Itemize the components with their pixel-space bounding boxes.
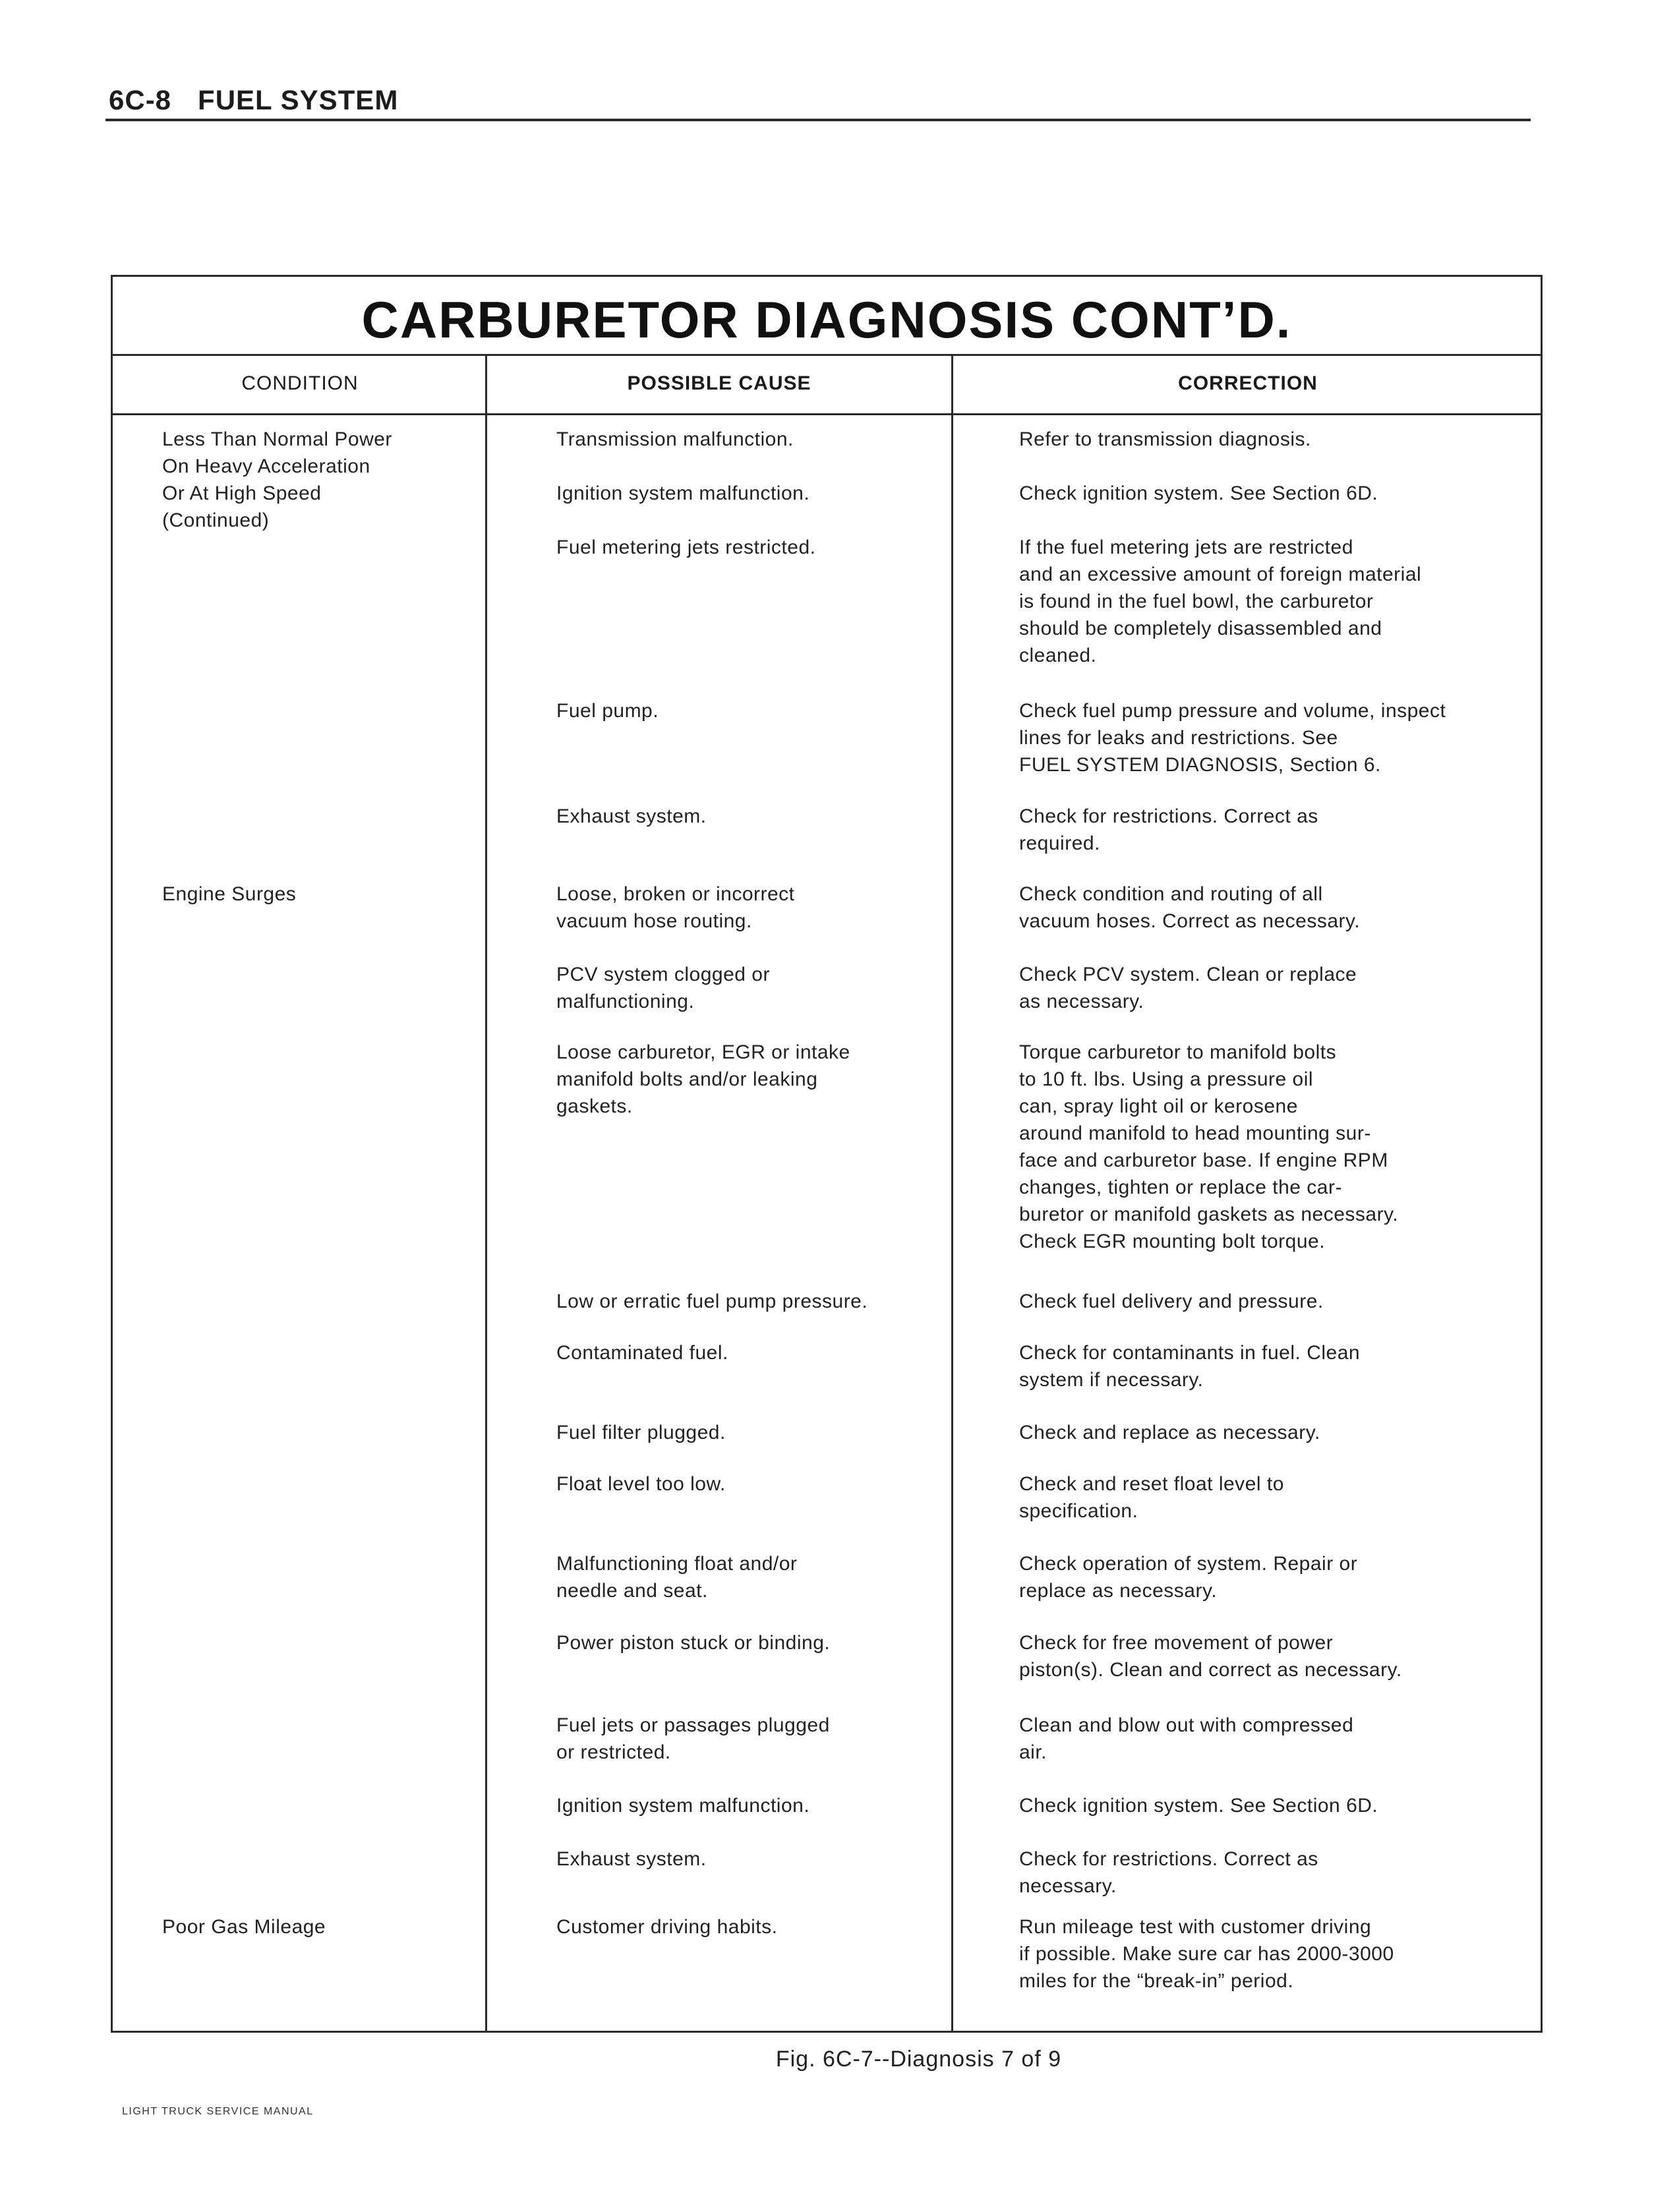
cause-cell: Ignition system malfunction. xyxy=(556,1795,810,1817)
cause-cell: Fuel jets or passages plugged or restricted. xyxy=(556,1714,830,1763)
correction-cell: Check ignition system. See Section 6D. xyxy=(1019,482,1378,504)
footer-text: LIGHT TRUCK SERVICE MANUAL xyxy=(122,2106,314,2117)
correction-cell: Check condition and routing of all vacuum hoses. Correct as necessary. xyxy=(1019,883,1361,932)
column-header-condition: CONDITION xyxy=(241,372,359,394)
condition-engine-surges: Engine Surges xyxy=(162,883,297,905)
column-header-row xyxy=(113,354,1541,415)
correction-cell: Check and reset float level to specification. xyxy=(1019,1473,1284,1522)
section-title: FUEL SYSTEM xyxy=(198,84,399,115)
header-rule xyxy=(105,119,1531,121)
correction-cell: Clean and blow out with compressed air. xyxy=(1019,1714,1354,1763)
cause-cell: Float level too low. xyxy=(556,1473,726,1495)
column-header-correction: CORRECTION xyxy=(1178,372,1318,394)
cause-cell: Fuel metering jets restricted. xyxy=(556,537,816,558)
correction-cell: Check fuel pump pressure and volume, inspect lines for leaks and restrictions. See FUEL SYSTEM DIAGNOSIS, Section 6. xyxy=(1019,700,1446,776)
diagnosis-table xyxy=(111,275,1543,2033)
correction-cell: If the fuel metering jets are restricted and an excessive amount of foreign material is found in the fuel bowl, the carburetor should be completely disassembled and cleaned. xyxy=(1019,537,1422,666)
cause-cell: Exhaust system. xyxy=(556,805,707,827)
cause-cell: Loose, broken or incorrect vacuum hose routing. xyxy=(556,883,795,932)
cause-cell: Exhaust system. xyxy=(556,1848,707,1870)
cause-cell: Power piston stuck or binding. xyxy=(556,1632,831,1654)
cause-cell: Low or erratic fuel pump pressure. xyxy=(556,1291,868,1312)
column-divider xyxy=(485,354,487,2031)
cause-cell: Contaminated fuel. xyxy=(556,1342,728,1364)
correction-cell: Check fuel delivery and pressure. xyxy=(1019,1291,1324,1312)
cause-cell: Fuel pump. xyxy=(556,700,659,722)
table-title: CARBURETOR DIAGNOSIS CONT’D. xyxy=(361,291,1292,349)
cause-cell: Customer driving habits. xyxy=(556,1916,778,1938)
correction-cell: Run mileage test with customer driving if possible. Make sure car has 2000-3000 miles for the “break-in” period. xyxy=(1019,1916,1394,1992)
cause-cell: Transmission malfunction. xyxy=(556,428,794,450)
correction-cell: Check for restrictions. Correct as necessary. xyxy=(1019,1848,1318,1897)
page-header xyxy=(109,84,398,116)
column-header-possible-cause: POSSIBLE CAUSE xyxy=(627,372,811,394)
correction-cell: Check PCV system. Clean or replace as necessary. xyxy=(1019,964,1357,1012)
figure-caption: Fig. 6C-7--Diagnosis 7 of 9 xyxy=(775,2047,1062,2072)
correction-cell: Check for restrictions. Correct as required. xyxy=(1019,805,1318,854)
cause-cell: Loose carburetor, EGR or intake manifold bolts and/or leaking gaskets. xyxy=(556,1041,850,1117)
correction-cell: Torque carburetor to manifold bolts to 10 ft. lbs. Using a pressure oil can, spray light oil or kerosene around manifold to head mounting sur- face and carburetor base. If engine RPM changes, tighten or replace the car- buretor or manifold gaskets as necessary. Check EGR mounting bolt torque. xyxy=(1019,1041,1399,1252)
condition-poor-gas-mileage: Poor Gas Mileage xyxy=(162,1916,326,1938)
correction-cell: Check and replace as necessary. xyxy=(1019,1422,1320,1443)
cause-cell: PCV system clogged or malfunctioning. xyxy=(556,964,770,1012)
correction-cell: Check for contaminants in fuel. Clean system if necessary. xyxy=(1019,1342,1361,1391)
correction-cell: Check for free movement of power piston(s). Clean and correct as necessary. xyxy=(1019,1632,1402,1681)
column-divider xyxy=(951,354,953,2031)
correction-cell: Check operation of system. Repair or replace as necessary. xyxy=(1019,1553,1358,1602)
cause-cell: Fuel filter plugged. xyxy=(556,1422,726,1443)
cause-cell: Ignition system malfunction. xyxy=(556,482,810,504)
correction-cell: Refer to transmission diagnosis. xyxy=(1019,428,1311,450)
section-code: 6C-8 xyxy=(109,84,172,115)
condition-less-than-normal-power: Less Than Normal Power On Heavy Acceleration Or At High Speed (Continued) xyxy=(162,428,392,531)
correction-cell: Check ignition system. See Section 6D. xyxy=(1019,1795,1378,1817)
table-title-bar xyxy=(113,277,1541,356)
cause-cell: Malfunctioning float and/or needle and seat. xyxy=(556,1553,798,1602)
